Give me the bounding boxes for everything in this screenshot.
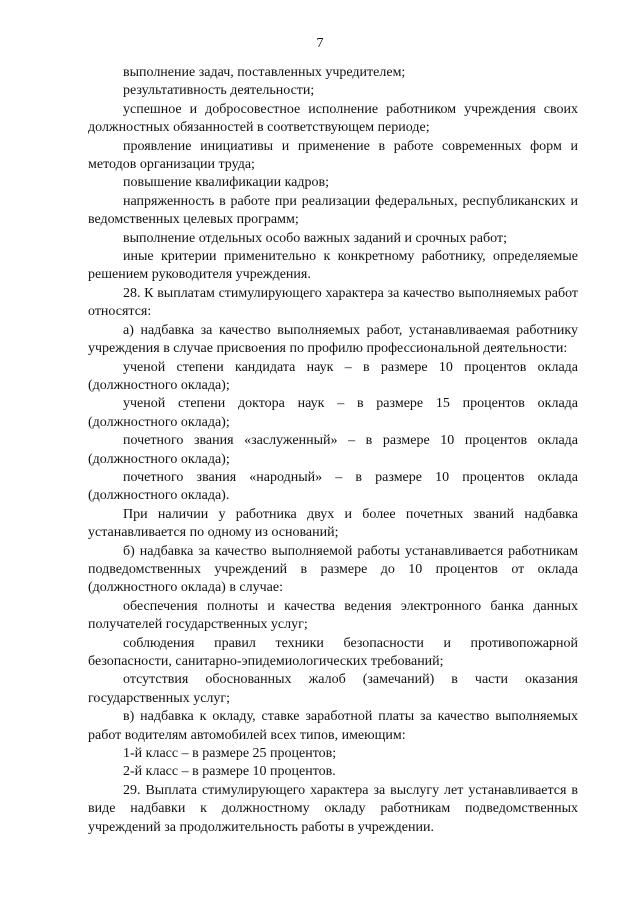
paragraph: в) надбавка к окладу, ставке заработной платы за качество выполняемых работ водителям автомобилей всех типов, имеющим: (88, 709, 578, 743)
paragraph: напряженность в работе при реализации федеральных, республиканских и ведомственных целевых программ; (88, 193, 578, 228)
paragraph: ученой степени доктора наук – в размере 15 процентов оклада (должностного оклада); (88, 396, 578, 430)
paragraph: ученой степени кандидата наук – в размере 10 процентов оклада (должностного оклада); (88, 359, 578, 393)
paragraph: почетного звания «народный» – в размере 10 процентов оклада (должностного оклада). (88, 469, 578, 504)
page-number: 7 (316, 36, 324, 51)
paragraph: иные критерии применительно к конкретному работнику, определяемые решением руководителя учреждения. (88, 249, 578, 283)
paragraph: проявление инициативы и применение в работе современных форм и методов организации труда; (88, 138, 578, 173)
paragraph: повышение квалификации кадров; (123, 175, 330, 191)
paragraph: отсутствия обоснованных жалоб (замечаний) в части оказания государственных услуг; (88, 672, 578, 706)
paragraph: 29. Выплата стимулирующего характера за выслугу лет устанавливается в виде надбавки к должностному окладу работникам подведомственных учреждений за продолжительность работы в учреждении. (88, 782, 578, 835)
document-body (88, 64, 578, 837)
paragraph: выполнение задач, поставленных учредителем; (123, 65, 406, 80)
paragraph: соблюдения правил техники безопасности и противопожарной безопасности, санитарно-эпидемиологических требований; (88, 635, 578, 669)
paragraph: а) надбавка за качество выполняемых работ, устанавливаемая работнику учреждения в случае присвоения по профилю профессиональной деятельности: (88, 322, 578, 357)
paragraph: б) надбавка за качество выполняемой работы устанавливается работникам подведомственных учреждений в размере до 10 процентов от оклада (должностного оклада) в случае: (88, 543, 578, 596)
paragraph: 2-й класс – в размере 10 процентов. (123, 764, 336, 780)
paragraph: успешное и добросовестное исполнение работником учреждения своих должностных обязанностей в соответствующем периоде; (88, 101, 578, 136)
paragraph: обеспечения полноты и качества ведения электронного банка данных получателей государственных услуг; (88, 598, 578, 633)
paragraph: почетного звания «заслуженный» – в размере 10 процентов оклада (должностного оклада); (88, 433, 578, 467)
paragraph: выполнение отдельных особо важных заданий и срочных работ; (123, 230, 507, 246)
paragraph: 1-й класс – в размере 25 процентов; (123, 746, 337, 762)
paragraph: 28. К выплатам стимулирующего характера за качество выполняемых работ относятся: (88, 285, 578, 320)
paragraph: При наличии у работника двух и более почетных званий надбавка устанавливается по одному из оснований; (88, 506, 578, 541)
paragraph: результативность деятельности; (123, 83, 315, 99)
